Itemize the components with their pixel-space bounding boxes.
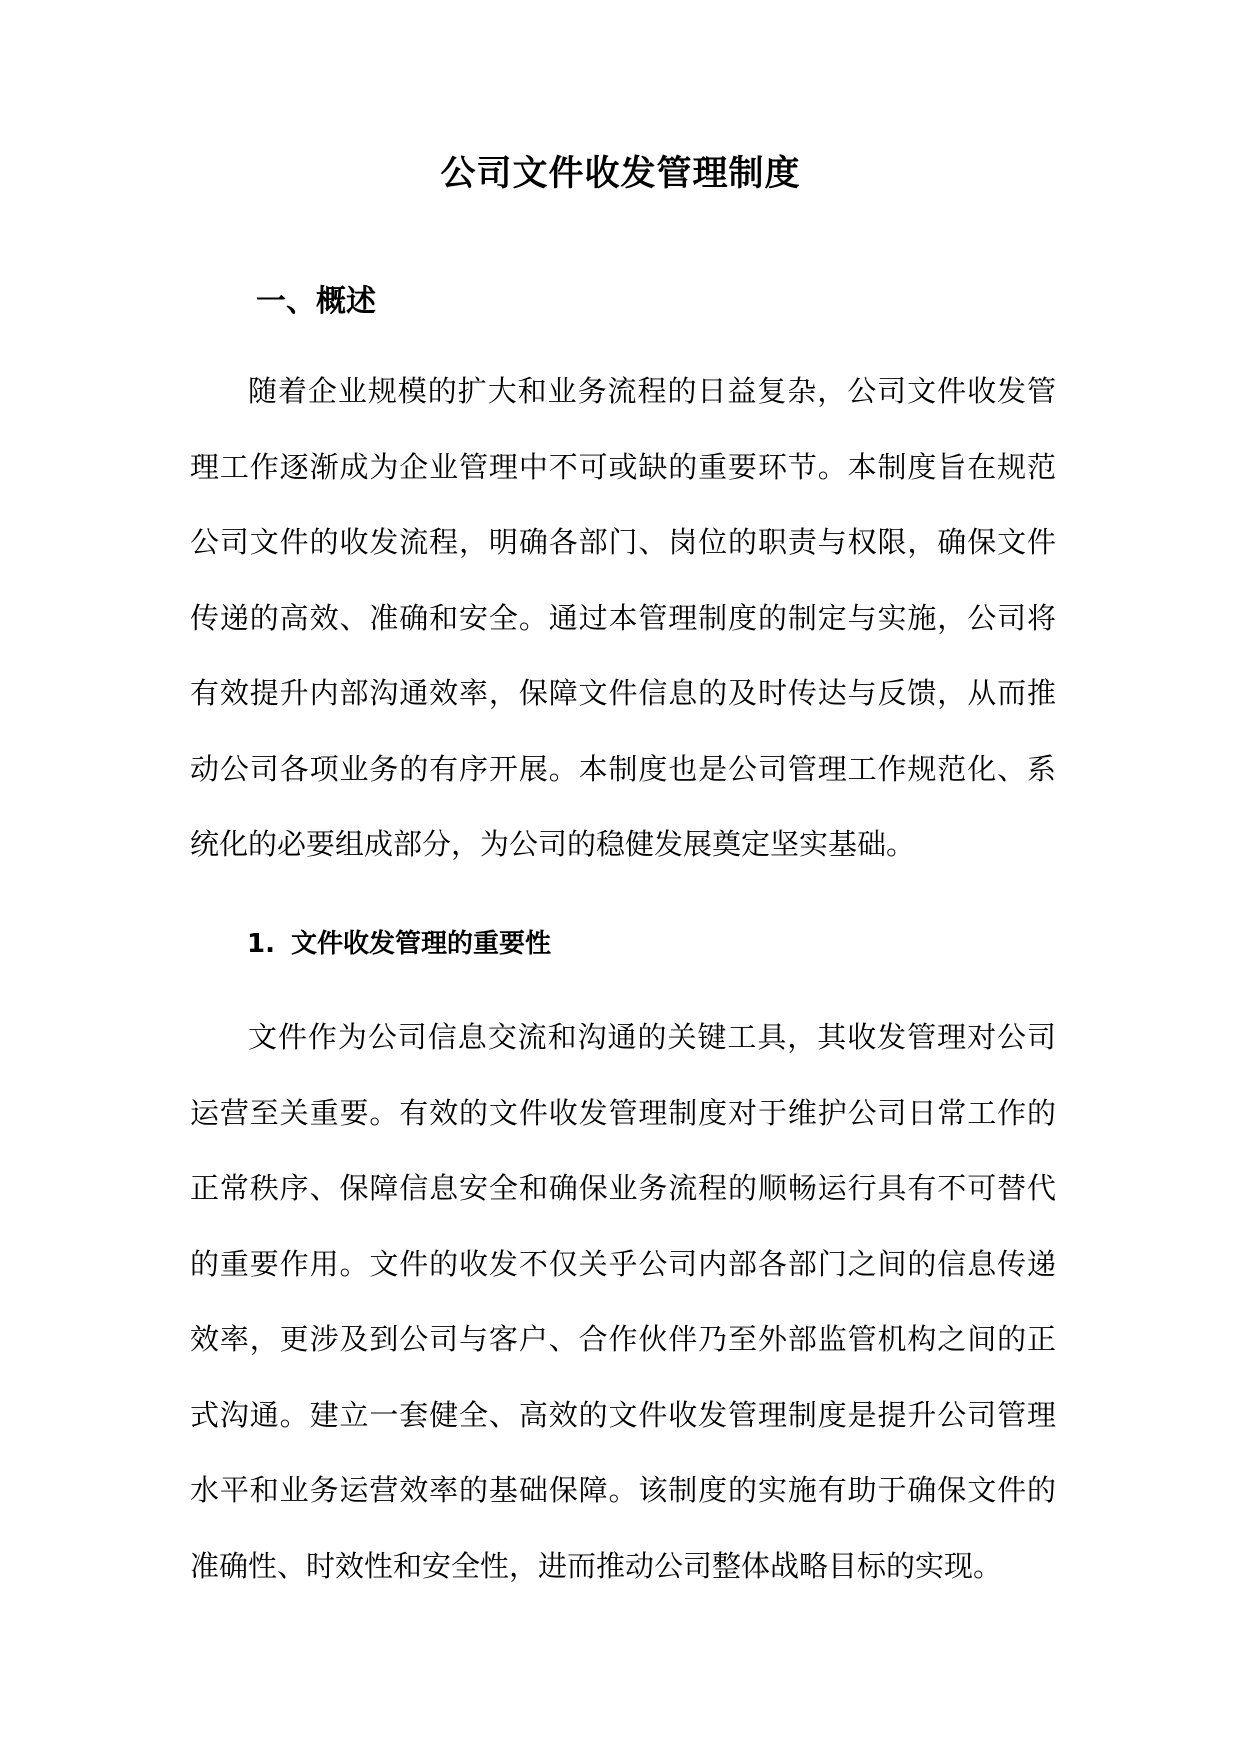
subsection-title: 文件收发管理的重要性 bbox=[291, 929, 552, 959]
subsection-number: 1. bbox=[247, 929, 275, 959]
importance-paragraph: 文件作为公司信息交流和沟通的关键工具，其收发管理对公司运营至关重要。有效的文件收发管理制度对于维护公司日常工作的正常秩序、保障信息安全和确保业务流程的顺畅运行具有不可替代的重要作用。文件的收发不仅关乎公司内部各部门之间的信息传递效率，更涉及到公司与客户、合作伙伴乃至外部监管机构之间的正式沟通。建立一套健全、高效的文件收发管理制度是提升公司管理水平和业务运营效率的基础保障。该制度的实施有助于确保文件的准确性、时效性和安全性，进而推动公司整体战略目标的实现。 bbox=[190, 1020, 1056, 1583]
section-heading-overview: 一、概述 bbox=[256, 284, 376, 319]
subsection-heading-importance bbox=[247, 924, 551, 964]
document-title: 公司文件收发管理制度 bbox=[440, 154, 801, 194]
overview-paragraph: 随着企业规模的扩大和业务流程的日益复杂，公司文件收发管理工作逐渐成为企业管理中不可或缺的重要环节。本制度旨在规范公司文件的收发流程，明确各部门、岗位的职责与权限，确保文件传递的高效、准确和安全。通过本管理制度的制定与实施，公司将有效提升内部沟通效率，保障文件信息的及时传达与反馈，从而推动公司各项业务的有序开展。本制度也是公司管理工作规范化、系统化的必要组成部分，为公司的稳健发展奠定坚实基础。 bbox=[190, 374, 1056, 861]
